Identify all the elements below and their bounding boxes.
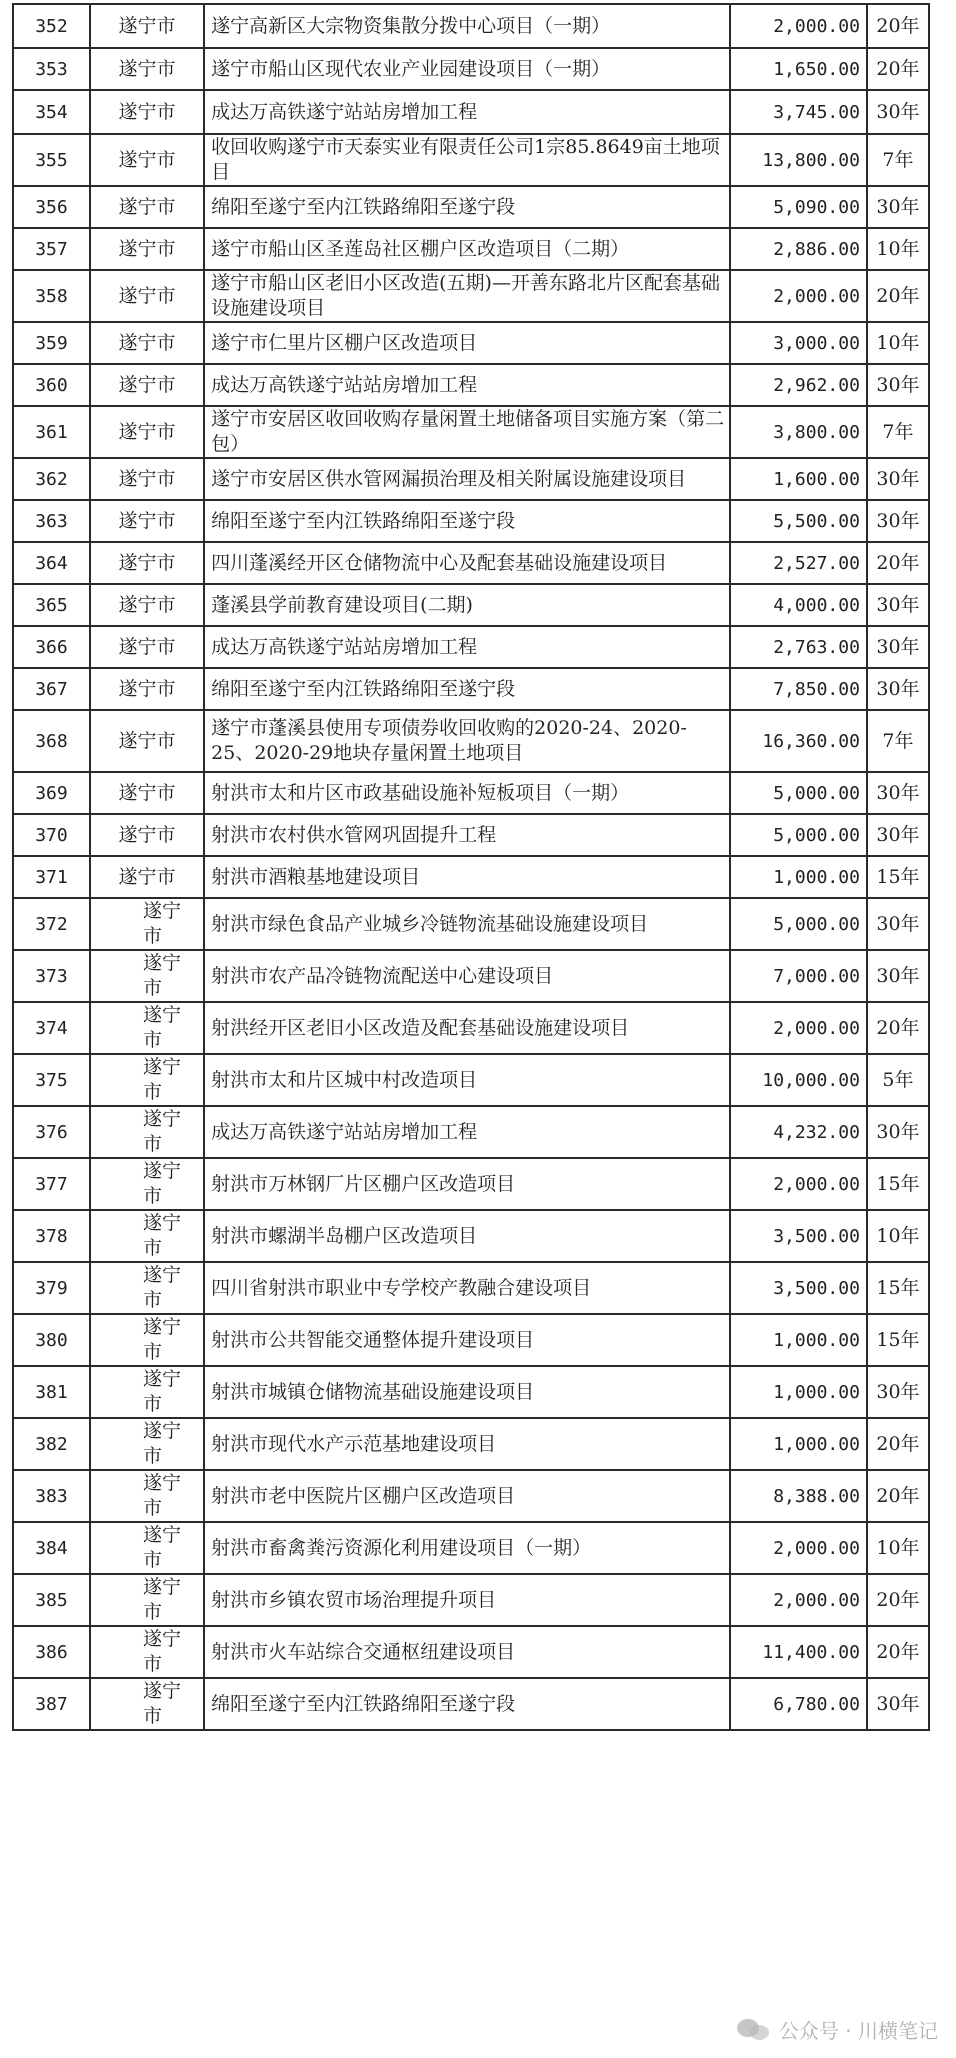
- table-row: [13, 1054, 929, 1106]
- city-cell: 遂宁市: [90, 228, 204, 270]
- wechat-icon: [737, 2017, 771, 2043]
- row-number-cell: 352: [13, 4, 90, 48]
- city-cell: 遂宁市: [90, 1262, 204, 1314]
- table-row: [13, 186, 929, 228]
- project-name-cell: 遂宁市安居区供水管网漏损治理及相关附属设施建设项目: [204, 458, 730, 500]
- project-name-cell: 射洪市酒粮基地建设项目: [204, 856, 730, 898]
- term-cell: 10年: [867, 228, 929, 270]
- project-name-cell: 射洪市现代水产示范基地建设项目: [204, 1418, 730, 1470]
- city-cell: 遂宁市: [90, 134, 204, 186]
- city-cell: 遂宁市: [90, 542, 204, 584]
- amount-cell: 5,000.00: [730, 814, 867, 856]
- term-cell: 20年: [867, 1574, 929, 1626]
- row-number-cell: 365: [13, 584, 90, 626]
- city-cell: 遂宁市: [90, 626, 204, 668]
- amount-cell: 3,800.00: [730, 406, 867, 458]
- city-cell: 遂宁市: [90, 500, 204, 542]
- table-row: [13, 710, 929, 772]
- project-name-cell: 绵阳至遂宁至内江铁路绵阳至遂宁段: [204, 1678, 730, 1730]
- term-cell: 30年: [867, 668, 929, 710]
- table-row: [13, 1210, 929, 1262]
- row-number-cell: 366: [13, 626, 90, 668]
- project-name-cell: 射洪市城镇仓储物流基础设施建设项目: [204, 1366, 730, 1418]
- table-row: [13, 584, 929, 626]
- row-number-cell: 355: [13, 134, 90, 186]
- project-name-cell: 绵阳至遂宁至内江铁路绵阳至遂宁段: [204, 500, 730, 542]
- city-cell: 遂宁市: [90, 4, 204, 48]
- city-cell: 遂宁市: [90, 406, 204, 458]
- city-cell: 遂宁市: [90, 710, 204, 772]
- project-name-cell: 射洪市螺湖半岛棚户区改造项目: [204, 1210, 730, 1262]
- city-cell: 遂宁市: [90, 1002, 204, 1054]
- table-row: [13, 1314, 929, 1366]
- amount-cell: 13,800.00: [730, 134, 867, 186]
- term-cell: 7年: [867, 710, 929, 772]
- amount-cell: 8,388.00: [730, 1470, 867, 1522]
- row-number-cell: 361: [13, 406, 90, 458]
- table-row: [13, 1418, 929, 1470]
- city-cell: 遂宁市: [90, 584, 204, 626]
- row-number-cell: 374: [13, 1002, 90, 1054]
- term-cell: 30年: [867, 500, 929, 542]
- row-number-cell: 367: [13, 668, 90, 710]
- city-cell: 遂宁市: [90, 1210, 204, 1262]
- term-cell: 15年: [867, 856, 929, 898]
- project-name-cell: 成达万高铁遂宁站站房增加工程: [204, 90, 730, 134]
- term-cell: 30年: [867, 584, 929, 626]
- city-cell: 遂宁市: [90, 1678, 204, 1730]
- city-cell: 遂宁市: [90, 772, 204, 814]
- city-cell: 遂宁市: [90, 668, 204, 710]
- project-name-cell: 成达万高铁遂宁站站房增加工程: [204, 626, 730, 668]
- project-name-cell: 遂宁高新区大宗物资集散分拨中心项目（一期）: [204, 4, 730, 48]
- amount-cell: 2,000.00: [730, 1002, 867, 1054]
- city-cell: 遂宁市: [90, 364, 204, 406]
- amount-cell: 2,000.00: [730, 1522, 867, 1574]
- term-cell: 20年: [867, 1626, 929, 1678]
- city-cell: 遂宁市: [90, 1158, 204, 1210]
- row-number-cell: 382: [13, 1418, 90, 1470]
- table-row: [13, 90, 929, 134]
- project-name-cell: 射洪市太和片区城中村改造项目: [204, 1054, 730, 1106]
- city-cell: 遂宁市: [90, 1366, 204, 1418]
- row-number-cell: 364: [13, 542, 90, 584]
- city-cell: 遂宁市: [90, 322, 204, 364]
- watermark-text: 公众号 · 川横笔记: [778, 2019, 938, 2043]
- term-cell: 30年: [867, 458, 929, 500]
- amount-cell: 3,500.00: [730, 1210, 867, 1262]
- term-cell: 30年: [867, 1106, 929, 1158]
- table-row: [13, 898, 929, 950]
- city-cell: 遂宁市: [90, 898, 204, 950]
- amount-cell: 2,763.00: [730, 626, 867, 668]
- amount-cell: 5,000.00: [730, 898, 867, 950]
- city-cell: 遂宁市: [90, 270, 204, 322]
- bond-project-table-sheet: [12, 3, 930, 1731]
- table-row: [13, 4, 929, 48]
- amount-cell: 5,500.00: [730, 500, 867, 542]
- table-row: [13, 1626, 929, 1678]
- amount-cell: 4,232.00: [730, 1106, 867, 1158]
- table-row: [13, 364, 929, 406]
- table-row: [13, 542, 929, 584]
- row-number-cell: 353: [13, 48, 90, 90]
- project-name-cell: 四川蓬溪经开区仓储物流中心及配套基础设施建设项目: [204, 542, 730, 584]
- amount-cell: 4,000.00: [730, 584, 867, 626]
- table-row: [13, 1470, 929, 1522]
- table-row: [13, 668, 929, 710]
- term-cell: 30年: [867, 90, 929, 134]
- city-cell: 遂宁市: [90, 950, 204, 1002]
- row-number-cell: 360: [13, 364, 90, 406]
- amount-cell: 2,000.00: [730, 1158, 867, 1210]
- amount-cell: 2,000.00: [730, 270, 867, 322]
- table-row: [13, 1262, 929, 1314]
- city-cell: 遂宁市: [90, 1522, 204, 1574]
- project-name-cell: 射洪市公共智能交通整体提升建设项目: [204, 1314, 730, 1366]
- city-cell: 遂宁市: [90, 1574, 204, 1626]
- amount-cell: 5,000.00: [730, 772, 867, 814]
- row-number-cell: 384: [13, 1522, 90, 1574]
- city-cell: 遂宁市: [90, 1106, 204, 1158]
- city-cell: 遂宁市: [90, 814, 204, 856]
- amount-cell: 5,090.00: [730, 186, 867, 228]
- project-name-cell: 遂宁市蓬溪县使用专项债券收回收购的2020-24、2020-25、2020-29地块存量闲置土地项目: [204, 710, 730, 772]
- term-cell: 30年: [867, 1678, 929, 1730]
- project-name-cell: 射洪市乡镇农贸市场治理提升项目: [204, 1574, 730, 1626]
- project-name-cell: 成达万高铁遂宁站站房增加工程: [204, 1106, 730, 1158]
- table-row: [13, 134, 929, 186]
- row-number-cell: 377: [13, 1158, 90, 1210]
- term-cell: 7年: [867, 406, 929, 458]
- project-name-cell: 蓬溪县学前教育建设项目(二期): [204, 584, 730, 626]
- amount-cell: 1,000.00: [730, 1418, 867, 1470]
- row-number-cell: 356: [13, 186, 90, 228]
- amount-cell: 3,000.00: [730, 322, 867, 364]
- project-name-cell: 遂宁市仁里片区棚户区改造项目: [204, 322, 730, 364]
- city-cell: 遂宁市: [90, 1470, 204, 1522]
- row-number-cell: 357: [13, 228, 90, 270]
- term-cell: 5年: [867, 1054, 929, 1106]
- amount-cell: 6,780.00: [730, 1678, 867, 1730]
- city-cell: 遂宁市: [90, 1054, 204, 1106]
- row-number-cell: 358: [13, 270, 90, 322]
- table-row: [13, 1366, 929, 1418]
- term-cell: 15年: [867, 1314, 929, 1366]
- row-number-cell: 369: [13, 772, 90, 814]
- row-number-cell: 381: [13, 1366, 90, 1418]
- row-number-cell: 379: [13, 1262, 90, 1314]
- term-cell: 10年: [867, 1522, 929, 1574]
- project-name-cell: 射洪市农村供水管网巩固提升工程: [204, 814, 730, 856]
- table-row: [13, 322, 929, 364]
- amount-cell: 7,850.00: [730, 668, 867, 710]
- city-cell: 遂宁市: [90, 186, 204, 228]
- table-row: [13, 626, 929, 668]
- project-name-cell: 射洪市太和片区市政基础设施补短板项目（一期）: [204, 772, 730, 814]
- table-row: [13, 1678, 929, 1730]
- row-number-cell: 386: [13, 1626, 90, 1678]
- table-row: [13, 500, 929, 542]
- row-number-cell: 380: [13, 1314, 90, 1366]
- project-name-cell: 射洪市万林钢厂片区棚户区改造项目: [204, 1158, 730, 1210]
- amount-cell: 1,000.00: [730, 1366, 867, 1418]
- amount-cell: 10,000.00: [730, 1054, 867, 1106]
- project-name-cell: 四川省射洪市职业中专学校产教融合建设项目: [204, 1262, 730, 1314]
- city-cell: 遂宁市: [90, 1314, 204, 1366]
- table-row: [13, 1574, 929, 1626]
- term-cell: 20年: [867, 48, 929, 90]
- term-cell: 10年: [867, 322, 929, 364]
- project-name-cell: 遂宁市安居区收回收购存量闲置土地储备项目实施方案（第二包）: [204, 406, 730, 458]
- table-row: [13, 856, 929, 898]
- project-name-cell: 绵阳至遂宁至内江铁路绵阳至遂宁段: [204, 668, 730, 710]
- project-name-cell: 绵阳至遂宁至内江铁路绵阳至遂宁段: [204, 186, 730, 228]
- amount-cell: 3,500.00: [730, 1262, 867, 1314]
- row-number-cell: 363: [13, 500, 90, 542]
- table-row: [13, 814, 929, 856]
- city-cell: 遂宁市: [90, 458, 204, 500]
- term-cell: 30年: [867, 186, 929, 228]
- amount-cell: 3,745.00: [730, 90, 867, 134]
- project-name-cell: 射洪市绿色食品产业城乡冷链物流基础设施建设项目: [204, 898, 730, 950]
- amount-cell: 1,000.00: [730, 856, 867, 898]
- watermark: [737, 2015, 938, 2044]
- row-number-cell: 387: [13, 1678, 90, 1730]
- table-row: [13, 1002, 929, 1054]
- row-number-cell: 362: [13, 458, 90, 500]
- table-row: [13, 48, 929, 90]
- term-cell: 20年: [867, 1470, 929, 1522]
- city-cell: 遂宁市: [90, 1418, 204, 1470]
- row-number-cell: 373: [13, 950, 90, 1002]
- project-name-cell: 射洪市老中医院片区棚户区改造项目: [204, 1470, 730, 1522]
- term-cell: 20年: [867, 1418, 929, 1470]
- row-number-cell: 368: [13, 710, 90, 772]
- table-row: [13, 406, 929, 458]
- amount-cell: 2,962.00: [730, 364, 867, 406]
- term-cell: 20年: [867, 1002, 929, 1054]
- term-cell: 30年: [867, 1366, 929, 1418]
- project-name-cell: 射洪市农产品冷链物流配送中心建设项目: [204, 950, 730, 1002]
- row-number-cell: 385: [13, 1574, 90, 1626]
- row-number-cell: 376: [13, 1106, 90, 1158]
- amount-cell: 16,360.00: [730, 710, 867, 772]
- project-name-cell: 射洪市火车站综合交通枢纽建设项目: [204, 1626, 730, 1678]
- project-name-cell: 遂宁市船山区圣莲岛社区棚户区改造项目（二期）: [204, 228, 730, 270]
- row-number-cell: 383: [13, 1470, 90, 1522]
- row-number-cell: 354: [13, 90, 90, 134]
- row-number-cell: 359: [13, 322, 90, 364]
- amount-cell: 1,650.00: [730, 48, 867, 90]
- table-row: [13, 1158, 929, 1210]
- city-cell: 遂宁市: [90, 48, 204, 90]
- amount-cell: 2,527.00: [730, 542, 867, 584]
- term-cell: 30年: [867, 626, 929, 668]
- table-row: [13, 228, 929, 270]
- project-name-cell: 射洪市畜禽粪污资源化利用建设项目（一期）: [204, 1522, 730, 1574]
- table-row: [13, 950, 929, 1002]
- term-cell: 20年: [867, 4, 929, 48]
- project-name-cell: 成达万高铁遂宁站站房增加工程: [204, 364, 730, 406]
- term-cell: 15年: [867, 1262, 929, 1314]
- table-row: [13, 1522, 929, 1574]
- term-cell: 15年: [867, 1158, 929, 1210]
- row-number-cell: 371: [13, 856, 90, 898]
- amount-cell: 7,000.00: [730, 950, 867, 1002]
- city-cell: 遂宁市: [90, 1626, 204, 1678]
- table-body: [13, 4, 929, 1730]
- project-name-cell: 遂宁市船山区老旧小区改造(五期)—开善东路北片区配套基础设施建设项目: [204, 270, 730, 322]
- term-cell: 30年: [867, 950, 929, 1002]
- table-row: [13, 772, 929, 814]
- bond-project-table: [12, 3, 930, 1731]
- term-cell: 10年: [867, 1210, 929, 1262]
- project-name-cell: 射洪经开区老旧小区改造及配套基础设施建设项目: [204, 1002, 730, 1054]
- term-cell: 7年: [867, 134, 929, 186]
- term-cell: 20年: [867, 542, 929, 584]
- term-cell: 30年: [867, 772, 929, 814]
- amount-cell: 1,000.00: [730, 1314, 867, 1366]
- table-row: [13, 1106, 929, 1158]
- table-row: [13, 270, 929, 322]
- city-cell: 遂宁市: [90, 90, 204, 134]
- amount-cell: 2,000.00: [730, 4, 867, 48]
- row-number-cell: 372: [13, 898, 90, 950]
- row-number-cell: 378: [13, 1210, 90, 1262]
- project-name-cell: 遂宁市船山区现代农业产业园建设项目（一期）: [204, 48, 730, 90]
- city-cell: 遂宁市: [90, 856, 204, 898]
- term-cell: 30年: [867, 814, 929, 856]
- term-cell: 20年: [867, 270, 929, 322]
- row-number-cell: 370: [13, 814, 90, 856]
- table-row: [13, 458, 929, 500]
- amount-cell: 2,886.00: [730, 228, 867, 270]
- term-cell: 30年: [867, 898, 929, 950]
- amount-cell: 1,600.00: [730, 458, 867, 500]
- row-number-cell: 375: [13, 1054, 90, 1106]
- project-name-cell: 收回收购遂宁市天泰实业有限责任公司1宗85.8649亩土地项目: [204, 134, 730, 186]
- amount-cell: 2,000.00: [730, 1574, 867, 1626]
- term-cell: 30年: [867, 364, 929, 406]
- amount-cell: 11,400.00: [730, 1626, 867, 1678]
